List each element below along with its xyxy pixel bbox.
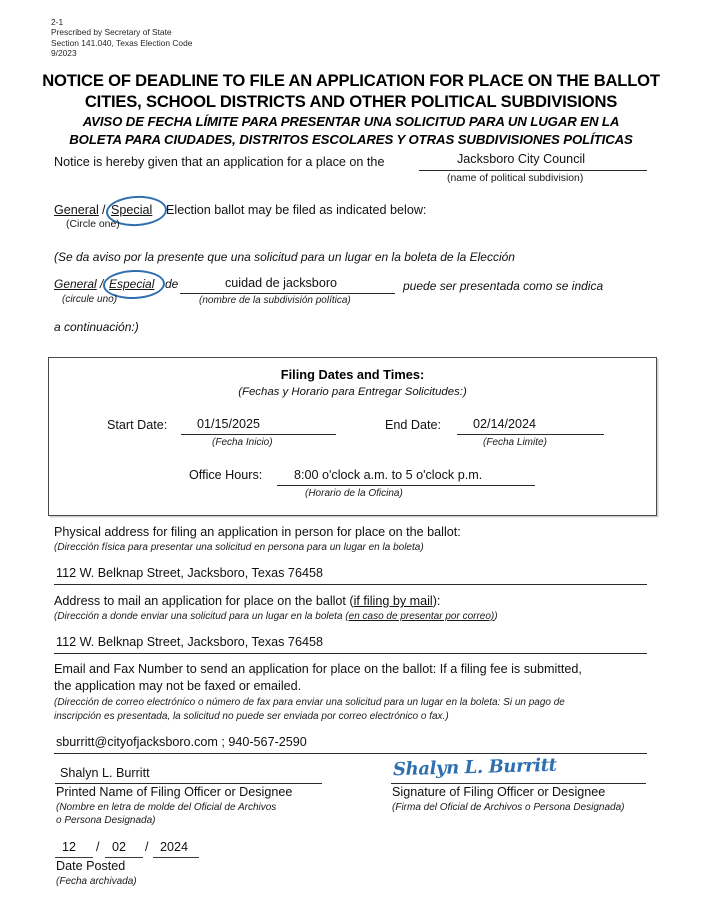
signature-ink: Shalyn L. Burritt bbox=[392, 754, 557, 781]
email-fax-label-line2: the application may not be faxed or emailed. bbox=[54, 679, 302, 693]
filing-box-title: Filing Dates and Times: bbox=[280, 367, 425, 382]
office-hours-value: 8:00 o'clock a.m. to 5 o'clock p.m. bbox=[294, 468, 483, 482]
option-slash: / bbox=[102, 203, 106, 217]
title-english-line2: CITIES, SCHOOL DISTRICTS AND OTHER POLITICAL SUBDIVISIONS bbox=[84, 92, 618, 111]
mail-address-label-es bbox=[54, 611, 498, 622]
end-date-value: 02/14/2024 bbox=[473, 417, 537, 431]
physical-address-value: 112 W. Belknap Street, Jacksboro, Texas 76458 bbox=[56, 566, 323, 580]
date-posted-label: Date Posted bbox=[56, 859, 126, 873]
email-fax-value: sburritt@cityofjacksboro.com ; 940-567-2590 bbox=[56, 735, 307, 749]
email-fax-label-line1: Email and Fax Number to send an application for place on the ballot: If a filing fee is submitted, bbox=[54, 662, 582, 676]
printed-name-rule bbox=[55, 783, 322, 784]
physical-address-rule bbox=[54, 584, 647, 585]
prescribed-by: Prescribed by Secretary of State bbox=[51, 27, 172, 38]
mail-address-label-es-part2: ) bbox=[494, 611, 498, 622]
printed-name-caption-line2: o Persona Designada) bbox=[56, 815, 156, 826]
general-option-label-es[interactable]: General bbox=[54, 277, 97, 291]
option-slash-es: / bbox=[100, 277, 104, 291]
date-posted-year: 2024 bbox=[160, 840, 189, 854]
mail-address-label-es-part1: (Dirección a donde enviar una solicitud para un lugar en la boleta bbox=[54, 611, 346, 622]
special-option-label[interactable]: Special bbox=[111, 203, 153, 217]
physical-address-label-es: (Dirección física para presentar una solicitud en persona para un lugar en la boleta) bbox=[54, 542, 424, 553]
notice-spanish-line1: (Se da aviso por la presente que una solicitud para un lugar en la boleta de la Elección bbox=[54, 250, 515, 264]
date-posted-year-rule bbox=[153, 857, 199, 858]
printed-name-caption-line1: (Nombre en letra de molde del Oficial de Archivos bbox=[56, 802, 277, 813]
start-date-rule bbox=[181, 434, 336, 435]
start-date-value: 01/15/2025 bbox=[197, 417, 261, 431]
date-posted-sep2: / bbox=[145, 840, 149, 854]
end-date-rule bbox=[457, 434, 604, 435]
form-header-meta bbox=[51, 17, 192, 59]
mail-address-label-part2: ): bbox=[432, 594, 441, 608]
subdivision-name-rule-es bbox=[180, 293, 395, 294]
circle-uno-caption: (circule uno) bbox=[62, 294, 118, 305]
date-posted-month-rule bbox=[55, 857, 93, 858]
title-spanish-line2: BOLETA PARA CIUDADES, DISTRITOS ESCOLARES Y OTRAS SUBDIVISIONES POLÍTICAS bbox=[69, 131, 633, 147]
printed-name-value: Shalyn L. Burritt bbox=[60, 766, 150, 780]
date-posted-sep1: / bbox=[96, 840, 100, 854]
signature-rule bbox=[391, 783, 646, 784]
filing-dates-box bbox=[48, 357, 657, 516]
de-label-es: de bbox=[165, 277, 179, 291]
title-english-line1: NOTICE OF DEADLINE TO FILE AN APPLICATION FOR PLACE ON THE BALLOT bbox=[42, 71, 660, 90]
page-title-english bbox=[26, 70, 676, 112]
continuation-text: a continuación:) bbox=[54, 320, 139, 334]
mail-address-value: 112 W. Belknap Street, Jacksboro, Texas 76458 bbox=[56, 635, 323, 649]
mail-address-label-part1: Address to mail an application for place on the ballot ( bbox=[54, 594, 354, 608]
subdivision-name-rule bbox=[419, 170, 647, 171]
especial-option-label[interactable]: Especial bbox=[109, 277, 155, 291]
mail-address-label-underlined: if filing by mail bbox=[353, 594, 433, 608]
signature-label: Signature of Filing Officer or Designee bbox=[392, 785, 606, 799]
subdivision-name-caption: (name of political subdivision) bbox=[447, 173, 584, 184]
notice-lead-text: Notice is hereby given that an application for a place on the bbox=[54, 155, 385, 169]
date-posted-month: 12 bbox=[62, 840, 77, 854]
signature-caption: (Firma del Oficial de Archivos o Persona Designada) bbox=[392, 802, 625, 813]
title-spanish-line1: AVISO DE FECHA LÍMITE PARA PRESENTAR UNA SOLICITUD PARA UN LUGAR EN LA bbox=[82, 114, 620, 129]
filing-box-subtitle: (Fechas y Horario para Entregar Solicitudes:) bbox=[238, 386, 467, 398]
email-fax-label-es-line1: (Dirección de correo electrónico o número de fax para enviar una solicitud para un lugar en la boleta: Si un pago de bbox=[54, 697, 565, 708]
printed-name-label: Printed Name of Filing Officer or Designee bbox=[56, 785, 293, 799]
start-date-label: Start Date: bbox=[107, 418, 168, 432]
general-option-label[interactable]: General bbox=[54, 203, 99, 217]
subdivision-name-value: Jacksboro City Council bbox=[457, 152, 586, 166]
revision-date: 9/2023 bbox=[51, 48, 77, 59]
form-number: 2-1 bbox=[51, 17, 64, 27]
code-section: Section 141.040, Texas Election Code bbox=[51, 37, 193, 48]
circle-one-caption: (Circle one) bbox=[66, 219, 120, 230]
subdivision-name-value-es: cuidad de jacksboro bbox=[225, 276, 338, 290]
office-hours-label: Office Hours: bbox=[189, 468, 263, 482]
date-posted-day-rule bbox=[105, 857, 143, 858]
notice-trailing-text: Election ballot may be filed as indicated below: bbox=[166, 203, 427, 217]
date-posted-day: 02 bbox=[112, 840, 127, 854]
email-fax-label-es-line2: inscripción es presentada, la solicitud no puede ser enviada por correo electrónico o fax.) bbox=[54, 711, 449, 722]
page-title-spanish bbox=[34, 113, 668, 148]
mail-address-label bbox=[54, 594, 440, 608]
date-posted-caption: (Fecha archivada) bbox=[56, 876, 137, 887]
office-hours-rule bbox=[277, 485, 535, 486]
mail-address-rule bbox=[54, 653, 647, 654]
physical-address-label: Physical address for filing an application in person for place on the ballot: bbox=[54, 525, 461, 539]
start-date-caption: (Fecha Inicio) bbox=[212, 437, 273, 448]
subdivision-name-caption-es: (nombre de la subdivisión política) bbox=[199, 295, 351, 306]
end-date-caption: (Fecha Limite) bbox=[483, 437, 547, 448]
email-fax-rule bbox=[54, 753, 647, 754]
mail-address-label-es-underlined: (en caso de presentar por correo) bbox=[345, 611, 495, 622]
office-hours-caption: (Horario de la Oficina) bbox=[305, 488, 403, 499]
notice-trailing-text-es: puede ser presentada como se indica bbox=[403, 279, 604, 293]
end-date-label: End Date: bbox=[385, 418, 442, 432]
